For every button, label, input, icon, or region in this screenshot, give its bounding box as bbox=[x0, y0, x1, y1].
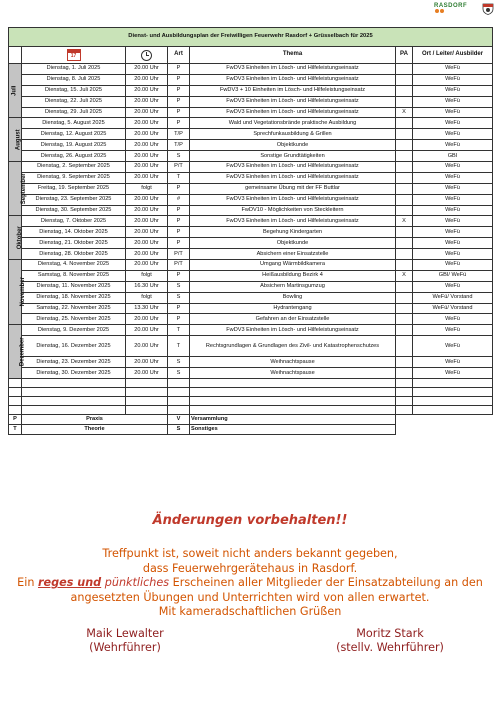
thema-cell: Absichern einer Einsatzstelle bbox=[190, 249, 396, 260]
thema-cell: Objektkunde bbox=[190, 238, 396, 249]
thema-cell: Rechtsgrundlagen & Grundlagen des Zivil- und Katastrophenschutzes bbox=[190, 336, 396, 357]
schedule-row bbox=[9, 85, 493, 96]
calendar-icon: 17 bbox=[67, 49, 81, 61]
month-label: Dezember bbox=[9, 325, 22, 379]
art-cell: S bbox=[168, 292, 190, 303]
pa-cell bbox=[396, 260, 413, 271]
ort-cell: WeFü bbox=[413, 314, 493, 325]
thema-cell: Bowling bbox=[190, 292, 396, 303]
pa-cell bbox=[396, 74, 413, 85]
art-cell: P bbox=[168, 227, 190, 238]
time-cell: 20.00 Uhr bbox=[126, 172, 168, 183]
month-label: Oktober bbox=[9, 216, 22, 260]
legend-key: S bbox=[168, 425, 190, 435]
date-cell: Dienstag, 11. November 2025 bbox=[22, 281, 126, 292]
art-cell: P/T bbox=[168, 260, 190, 271]
ort-cell: WeFü bbox=[413, 357, 493, 368]
time-cell: 20.00 Uhr bbox=[126, 357, 168, 368]
pa-cell bbox=[396, 227, 413, 238]
legend-key: V bbox=[168, 415, 190, 425]
thema-header: Thema bbox=[190, 47, 396, 64]
pa-cell bbox=[396, 357, 413, 368]
ort-cell: WeFü bbox=[413, 336, 493, 357]
schedule-row bbox=[9, 216, 493, 227]
schedule-row bbox=[9, 238, 493, 249]
thema-cell: Hydrantengang bbox=[190, 303, 396, 314]
schedule-row bbox=[9, 129, 493, 140]
art-cell: S bbox=[168, 368, 190, 379]
ort-cell: WeFü bbox=[413, 96, 493, 107]
thema-cell: Weihnachtspause bbox=[190, 357, 396, 368]
time-cell: 20.00 Uhr bbox=[126, 336, 168, 357]
date-cell: Dienstag, 7. Oktober 2025 bbox=[22, 216, 126, 227]
schedule-row bbox=[9, 151, 493, 162]
ort-cell: WeFü bbox=[413, 162, 493, 173]
date-cell: Dienstag, 18. November 2025 bbox=[22, 292, 126, 303]
time-cell: 20.00 Uhr bbox=[126, 96, 168, 107]
signature-wehrfuehrer: Maik Lewalter (Wehrführer) bbox=[86, 627, 164, 654]
thema-cell: Absichern Martinsgumzug bbox=[190, 281, 396, 292]
time-cell: 20.00 Uhr bbox=[126, 314, 168, 325]
art-cell: T/P bbox=[168, 140, 190, 151]
schedule-row bbox=[9, 227, 493, 238]
art-cell: P bbox=[168, 96, 190, 107]
thema-cell: FwDV3 + 10 Einheiten im Lösch- und Hilfeleistungseinsatz bbox=[190, 85, 396, 96]
date-cell: Dienstag, 19. August 2025 bbox=[22, 140, 126, 151]
schedule-sheet bbox=[8, 27, 492, 435]
art-cell: P bbox=[168, 183, 190, 194]
schedule-row bbox=[9, 270, 493, 281]
schedule-row bbox=[9, 107, 493, 118]
date-cell: Dienstag, 2. September 2025 bbox=[22, 162, 126, 173]
art-cell: P bbox=[168, 107, 190, 118]
pa-cell bbox=[396, 205, 413, 216]
date-cell: Dienstag, 26. August 2025 bbox=[22, 151, 126, 162]
pa-cell bbox=[396, 314, 413, 325]
time-cell: 20.00 Uhr bbox=[126, 368, 168, 379]
thema-cell: Gefahren an der Einsatzstelle bbox=[190, 314, 396, 325]
time-cell: 20.00 Uhr bbox=[126, 194, 168, 205]
art-cell: S bbox=[168, 281, 190, 292]
month-label: August bbox=[9, 118, 22, 162]
ort-cell: WeFü bbox=[413, 216, 493, 227]
time-cell: 20.00 Uhr bbox=[126, 238, 168, 249]
schedule-row bbox=[9, 368, 493, 379]
art-cell: T bbox=[168, 336, 190, 357]
art-cell: T bbox=[168, 325, 190, 336]
date-cell: Dienstag, 9. Dezember 2025 bbox=[22, 325, 126, 336]
ort-cell: GBI bbox=[413, 151, 493, 162]
schedule-row bbox=[9, 249, 493, 260]
empty-row bbox=[9, 388, 493, 397]
pa-cell bbox=[396, 336, 413, 357]
pa-cell bbox=[396, 303, 413, 314]
art-cell: S bbox=[168, 151, 190, 162]
time-cell: 20.00 Uhr bbox=[126, 249, 168, 260]
date-cell: Samstag, 8. November 2025 bbox=[22, 270, 126, 281]
schedule-row bbox=[9, 205, 493, 216]
date-cell: Dienstag, 30. Dezember 2025 bbox=[22, 368, 126, 379]
ort-cell: WeFü bbox=[413, 183, 493, 194]
time-cell: 20.00 Uhr bbox=[126, 162, 168, 173]
pa-cell bbox=[396, 64, 413, 75]
ort-cell: WeFü bbox=[413, 194, 493, 205]
empty-row bbox=[9, 397, 493, 406]
legend-row bbox=[9, 425, 493, 435]
art-cell: P/T bbox=[168, 162, 190, 173]
date-cell: Dienstag, 8. Juli 2025 bbox=[22, 74, 126, 85]
pa-header: PA bbox=[396, 47, 413, 64]
legend-label: Theorie bbox=[22, 425, 168, 435]
thema-cell: Wald und Vegetationsbrände praktische Ausbildung bbox=[190, 118, 396, 129]
thema-cell: FwDV3 Einheiten im Lösch- und Hilfeleistungseinsatz bbox=[190, 96, 396, 107]
date-cell: Dienstag, 9. September 2025 bbox=[22, 172, 126, 183]
time-cell: 13.30 Uhr bbox=[126, 303, 168, 314]
time-cell: 20.00 Uhr bbox=[126, 325, 168, 336]
schedule-row bbox=[9, 183, 493, 194]
month-label: November bbox=[9, 260, 22, 325]
ort-cell: WeFü bbox=[413, 129, 493, 140]
art-cell: P/T bbox=[168, 249, 190, 260]
empty-row bbox=[9, 406, 493, 415]
pa-cell: X bbox=[396, 270, 413, 281]
schedule-row bbox=[9, 172, 493, 183]
date-cell: Dienstag, 29. Juli 2025 bbox=[22, 107, 126, 118]
pa-cell bbox=[396, 162, 413, 173]
schedule-row bbox=[9, 281, 493, 292]
time-cell: 20.00 Uhr bbox=[126, 216, 168, 227]
ort-cell: WeFü bbox=[413, 140, 493, 151]
pa-cell bbox=[396, 172, 413, 183]
ort-cell: WeFü bbox=[413, 107, 493, 118]
ort-cell: WeFü bbox=[413, 260, 493, 271]
thema-cell: Heißausbildung Bezirk 4 bbox=[190, 270, 396, 281]
art-cell: P bbox=[168, 216, 190, 227]
time-cell: 20.00 Uhr bbox=[126, 151, 168, 162]
thema-cell: gemeinsame Übung mit der FF Buttlar bbox=[190, 183, 396, 194]
art-cell: # bbox=[168, 194, 190, 205]
plan-title: Dienst- und Ausbildungsplan der Freiwilligen Feuerwehr Rasdorf + Grüsselbach für 2025 bbox=[9, 28, 493, 47]
art-cell: P bbox=[168, 118, 190, 129]
schedule-row bbox=[9, 64, 493, 75]
art-cell: P bbox=[168, 270, 190, 281]
pa-cell bbox=[396, 238, 413, 249]
date-cell: Dienstag, 5. August 2025 bbox=[22, 118, 126, 129]
title-row bbox=[9, 28, 493, 47]
date-cell: Dienstag, 30. September 2025 bbox=[22, 205, 126, 216]
schedule-table bbox=[8, 27, 493, 435]
thema-cell: FwDV3 Einheiten im Lösch- und Hilfeleistungseinsatz bbox=[190, 194, 396, 205]
art-cell: P bbox=[168, 238, 190, 249]
legend-label: Praxis bbox=[22, 415, 168, 425]
art-cell: P bbox=[168, 64, 190, 75]
date-cell: Dienstag, 12. August 2025 bbox=[22, 129, 126, 140]
time-header bbox=[126, 47, 168, 64]
schedule-row bbox=[9, 118, 493, 129]
ort-cell: WeFü bbox=[413, 118, 493, 129]
date-cell: Dienstag, 21. Oktober 2025 bbox=[22, 238, 126, 249]
ort-cell: GBI/ WeFü bbox=[413, 270, 493, 281]
ort-cell: WeFü bbox=[413, 368, 493, 379]
time-cell: 20.00 Uhr bbox=[126, 85, 168, 96]
time-cell: 20.00 Uhr bbox=[126, 227, 168, 238]
ort-cell: WeFü bbox=[413, 325, 493, 336]
thema-cell: FwDV10 - Möglichkeiten von Steckleitern bbox=[190, 205, 396, 216]
pa-cell bbox=[396, 151, 413, 162]
thema-cell: FwDV3 Einheiten im Lösch- und Hilfeleistungseinsatz bbox=[190, 74, 396, 85]
ff-rasdorf-logo: RASDORF bbox=[434, 3, 472, 15]
thema-cell: Begehung Kindergarten bbox=[190, 227, 396, 238]
thema-cell: FwDV3 Einheiten im Lösch- und Hilfeleistungseinsatz bbox=[190, 107, 396, 118]
time-cell: 20.00 Uhr bbox=[126, 74, 168, 85]
ort-cell: WeFü bbox=[413, 172, 493, 183]
ort-cell: WeFü bbox=[413, 85, 493, 96]
art-cell: P bbox=[168, 303, 190, 314]
signature-stellv-wehrfuehrer: Moritz Stark (stellv. Wehrführer) bbox=[336, 627, 444, 654]
ort-cell: WeFü bbox=[413, 281, 493, 292]
coat-of-arms-icon bbox=[482, 3, 494, 15]
pa-cell bbox=[396, 249, 413, 260]
thema-cell: FwDV3 Einheiten im Lösch- und Hilfeleistungseinsatz bbox=[190, 325, 396, 336]
schedule-row bbox=[9, 194, 493, 205]
schedule-row bbox=[9, 336, 493, 357]
time-cell: folgt bbox=[126, 292, 168, 303]
schedule-row bbox=[9, 140, 493, 151]
date-cell: Dienstag, 25. November 2025 bbox=[22, 314, 126, 325]
month-label: September bbox=[9, 162, 22, 216]
date-cell: Dienstag, 14. Oktober 2025 bbox=[22, 227, 126, 238]
pa-cell: X bbox=[396, 107, 413, 118]
ort-cell: WeFü/ Vorstand bbox=[413, 303, 493, 314]
ort-cell: WeFü bbox=[413, 205, 493, 216]
time-cell: 20.00 Uhr bbox=[126, 107, 168, 118]
ort-cell: WeFü bbox=[413, 64, 493, 75]
date-cell: Dienstag, 4. November 2025 bbox=[22, 260, 126, 271]
date-cell: Dienstag, 22. Juli 2025 bbox=[22, 96, 126, 107]
changes-notice: Änderungen vorbehalten!! bbox=[152, 513, 348, 528]
time-cell: 20.00 Uhr bbox=[126, 129, 168, 140]
thema-cell: Weihnachtspause bbox=[190, 368, 396, 379]
legend-key: P bbox=[9, 415, 22, 425]
pa-cell bbox=[396, 85, 413, 96]
thema-cell: FwDV3 Einheiten im Lösch- und Hilfeleistungseinsatz bbox=[190, 162, 396, 173]
ort-cell: WeFü bbox=[413, 74, 493, 85]
pa-cell bbox=[396, 194, 413, 205]
schedule-row bbox=[9, 162, 493, 173]
legend-key: T bbox=[9, 425, 22, 435]
date-cell: Dienstag, 1. Juli 2025 bbox=[22, 64, 126, 75]
schedule-row bbox=[9, 74, 493, 85]
schedule-row bbox=[9, 260, 493, 271]
date-cell: Samstag, 22. November 2025 bbox=[22, 303, 126, 314]
date-cell: Dienstag, 28. Oktober 2025 bbox=[22, 249, 126, 260]
date-cell: Dienstag, 23. September 2025 bbox=[22, 194, 126, 205]
art-cell: T/P bbox=[168, 129, 190, 140]
schedule-row bbox=[9, 357, 493, 368]
ort-cell: WeFü bbox=[413, 227, 493, 238]
art-cell: P bbox=[168, 314, 190, 325]
ort-cell: WeFü bbox=[413, 238, 493, 249]
art-header: Art bbox=[168, 47, 190, 64]
time-cell: folgt bbox=[126, 270, 168, 281]
time-cell: 20.00 Uhr bbox=[126, 140, 168, 151]
pa-cell bbox=[396, 96, 413, 107]
pa-cell bbox=[396, 129, 413, 140]
pa-cell: X bbox=[396, 216, 413, 227]
pa-cell bbox=[396, 183, 413, 194]
pa-cell bbox=[396, 140, 413, 151]
date-cell: Dienstag, 16. Dezember 2025 bbox=[22, 336, 126, 357]
month-label: Juli bbox=[9, 64, 22, 118]
time-cell: folgt bbox=[126, 183, 168, 194]
date-cell: Dienstag, 15. Juli 2025 bbox=[22, 85, 126, 96]
header-row bbox=[9, 47, 493, 64]
art-cell: T bbox=[168, 172, 190, 183]
art-cell: P bbox=[168, 74, 190, 85]
time-cell: 20.00 Uhr bbox=[126, 205, 168, 216]
legend-label: Versammlung bbox=[190, 415, 396, 425]
time-cell: 20.00 Uhr bbox=[126, 64, 168, 75]
meeting-info: Treffpunkt ist, soweit nicht anders bekannt gegeben, dass Feuerwehrgerätehaus in Rasdorf. Ein reges und pünktliches Erscheinen aller Mitglieder der Einsatzabteilung an den angesetzten Übungen und Unterrichten wird von allen erwartet. Mit kameradschaftlichen Grüßen bbox=[17, 547, 483, 618]
thema-cell: FwDV3 Einheiten im Lösch- und Hilfeleistungseinsatz bbox=[190, 172, 396, 183]
thema-cell: FwDV3 Einheiten im Lösch- und Hilfeleistungseinsatz bbox=[190, 216, 396, 227]
ort-header: Ort / Leiter/ Ausbilder bbox=[413, 47, 493, 64]
pa-cell bbox=[396, 325, 413, 336]
schedule-row bbox=[9, 303, 493, 314]
legend-row bbox=[9, 415, 493, 425]
pa-cell bbox=[396, 368, 413, 379]
schedule-row bbox=[9, 314, 493, 325]
clock-icon bbox=[141, 50, 152, 61]
ort-cell: WeFü/ Vorstand bbox=[413, 292, 493, 303]
time-cell: 20.00 Uhr bbox=[126, 260, 168, 271]
thema-cell: Umgang Wärmbildkamera bbox=[190, 260, 396, 271]
art-cell: P bbox=[168, 205, 190, 216]
schedule-row bbox=[9, 292, 493, 303]
art-cell: S bbox=[168, 357, 190, 368]
pa-cell bbox=[396, 118, 413, 129]
date-cell: Freitag, 19. September 2025 bbox=[22, 183, 126, 194]
schedule-row bbox=[9, 96, 493, 107]
ort-cell: WeFü bbox=[413, 249, 493, 260]
pa-cell bbox=[396, 281, 413, 292]
thema-cell: Sprechfunkausbildung & Grillen bbox=[190, 129, 396, 140]
legend-label: Sonstiges bbox=[190, 425, 396, 435]
schedule-row bbox=[9, 325, 493, 336]
thema-cell: FwDV3 Einheiten im Lösch- und Hilfeleistungseinsatz bbox=[190, 64, 396, 75]
time-cell: 20.00 Uhr bbox=[126, 118, 168, 129]
thema-cell: Objektkunde bbox=[190, 140, 396, 151]
thema-cell: Sonstige Grundtätigkeiten bbox=[190, 151, 396, 162]
pa-cell bbox=[396, 292, 413, 303]
empty-row bbox=[9, 379, 493, 388]
time-cell: 16.30 Uhr bbox=[126, 281, 168, 292]
art-cell: P bbox=[168, 85, 190, 96]
date-header bbox=[22, 47, 126, 64]
date-cell: Dienstag, 23. Dezember 2025 bbox=[22, 357, 126, 368]
